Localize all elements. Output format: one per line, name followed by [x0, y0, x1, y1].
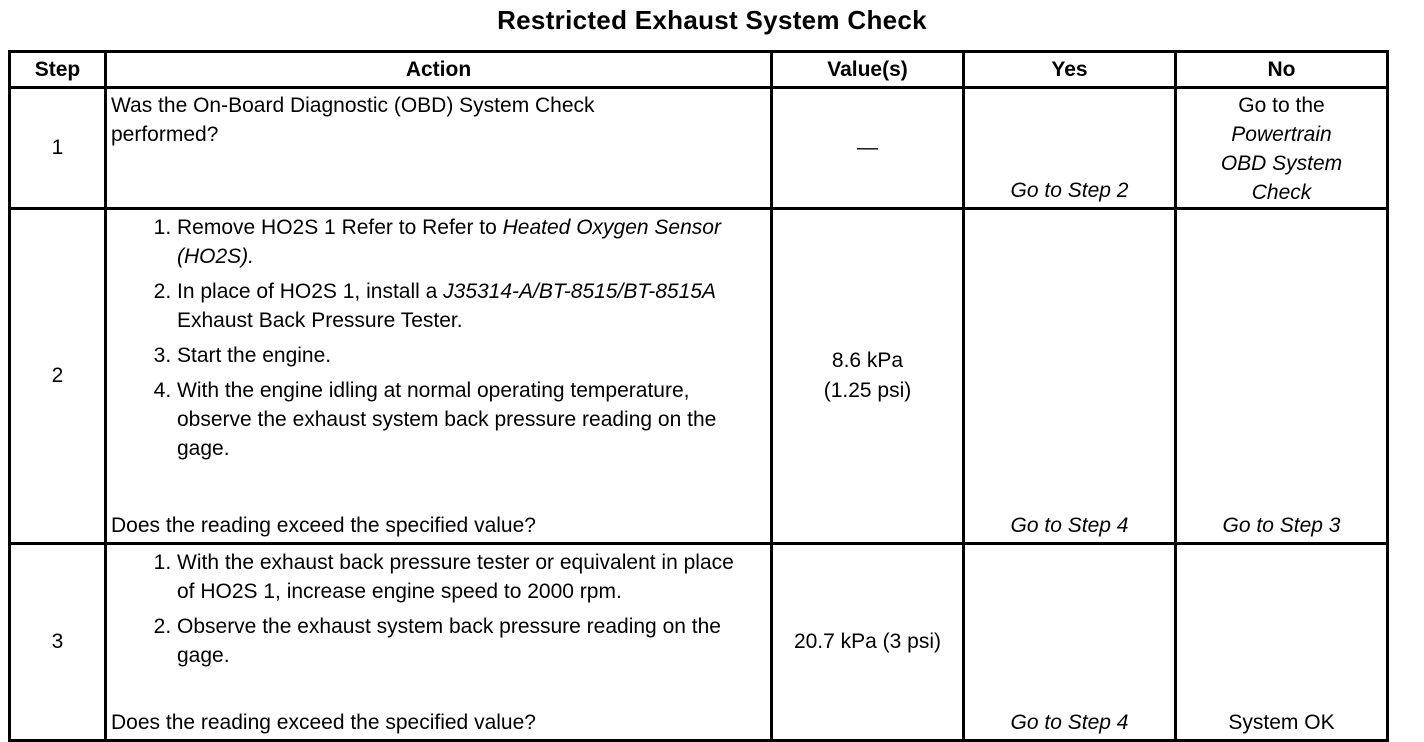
- no-result: System OK: [1228, 711, 1335, 734]
- action-steps-list: [107, 548, 770, 670]
- action-question: Does the reading exceed the specified value?: [111, 711, 536, 734]
- diagnostic-table: [8, 50, 1389, 742]
- yes-link: Go to Step 2: [1010, 179, 1129, 202]
- list-item: 2. Observe the exhaust system back pressure reading on the gage.: [177, 612, 750, 670]
- value-kpa: 8.6 kPa: [831, 349, 904, 372]
- no-cell: [1176, 88, 1388, 209]
- step-number: 3: [10, 544, 106, 741]
- no-reference: Powertrain OBD System Check: [1220, 123, 1343, 204]
- page-title: Restricted Exhaust System Check: [497, 5, 927, 35]
- yes-cell: [964, 209, 1176, 544]
- no-link: Go to Step 3: [1222, 514, 1341, 537]
- value-psi: (1.25 psi): [823, 379, 912, 402]
- list-item: 1. With the exhaust back pressure tester or equivalent in place of HO2S 1, increase engine speed to 2000 rpm.: [177, 548, 750, 606]
- action-question: Does the reading exceed the specified value?: [111, 514, 536, 537]
- list-item: 3. Start the engine.: [177, 341, 750, 370]
- action-question: Was the On-Board Diagnostic (OBD) System Check performed?: [111, 94, 595, 146]
- table-row-step-1: [10, 88, 1388, 209]
- yes-cell: [964, 544, 1176, 741]
- step-number: 1: [10, 88, 106, 209]
- action-cell: [106, 544, 772, 741]
- no-prefix: Go to the: [1238, 94, 1325, 117]
- yes-link: Go to Step 4: [1010, 711, 1129, 734]
- header-yes: Yes: [964, 52, 1176, 88]
- step-number: 2: [10, 209, 106, 544]
- action-cell: [106, 88, 772, 209]
- table-row-step-3: [10, 544, 1388, 741]
- action-steps-list: [107, 213, 770, 463]
- header-action: Action: [106, 52, 772, 88]
- no-cell: [1176, 209, 1388, 544]
- header-no: No: [1176, 52, 1388, 88]
- yes-link: Go to Step 4: [1010, 514, 1129, 537]
- no-cell: [1176, 544, 1388, 741]
- list-item: 1. Remove HO2S 1 Refer to Refer to Heated Oxygen Sensor (HO2S).: [177, 213, 750, 271]
- value-cell: 20.7 kPa (3 psi): [772, 544, 964, 741]
- value-cell: [772, 209, 964, 544]
- action-cell: [106, 209, 772, 544]
- header-values: Value(s): [772, 52, 964, 88]
- list-item: 2. In place of HO2S 1, install a J35314-A/BT-8515/BT-8515A Exhaust Back Pressure Tester.: [177, 277, 750, 335]
- header-row: [10, 52, 1388, 88]
- table-row-step-2: [10, 209, 1388, 544]
- header-step: Step: [10, 52, 106, 88]
- yes-cell: [964, 88, 1176, 209]
- value-cell: —: [772, 88, 964, 209]
- list-item: 4. With the engine idling at normal operating temperature, observe the exhaust system back pressure reading on the gage.: [177, 376, 750, 463]
